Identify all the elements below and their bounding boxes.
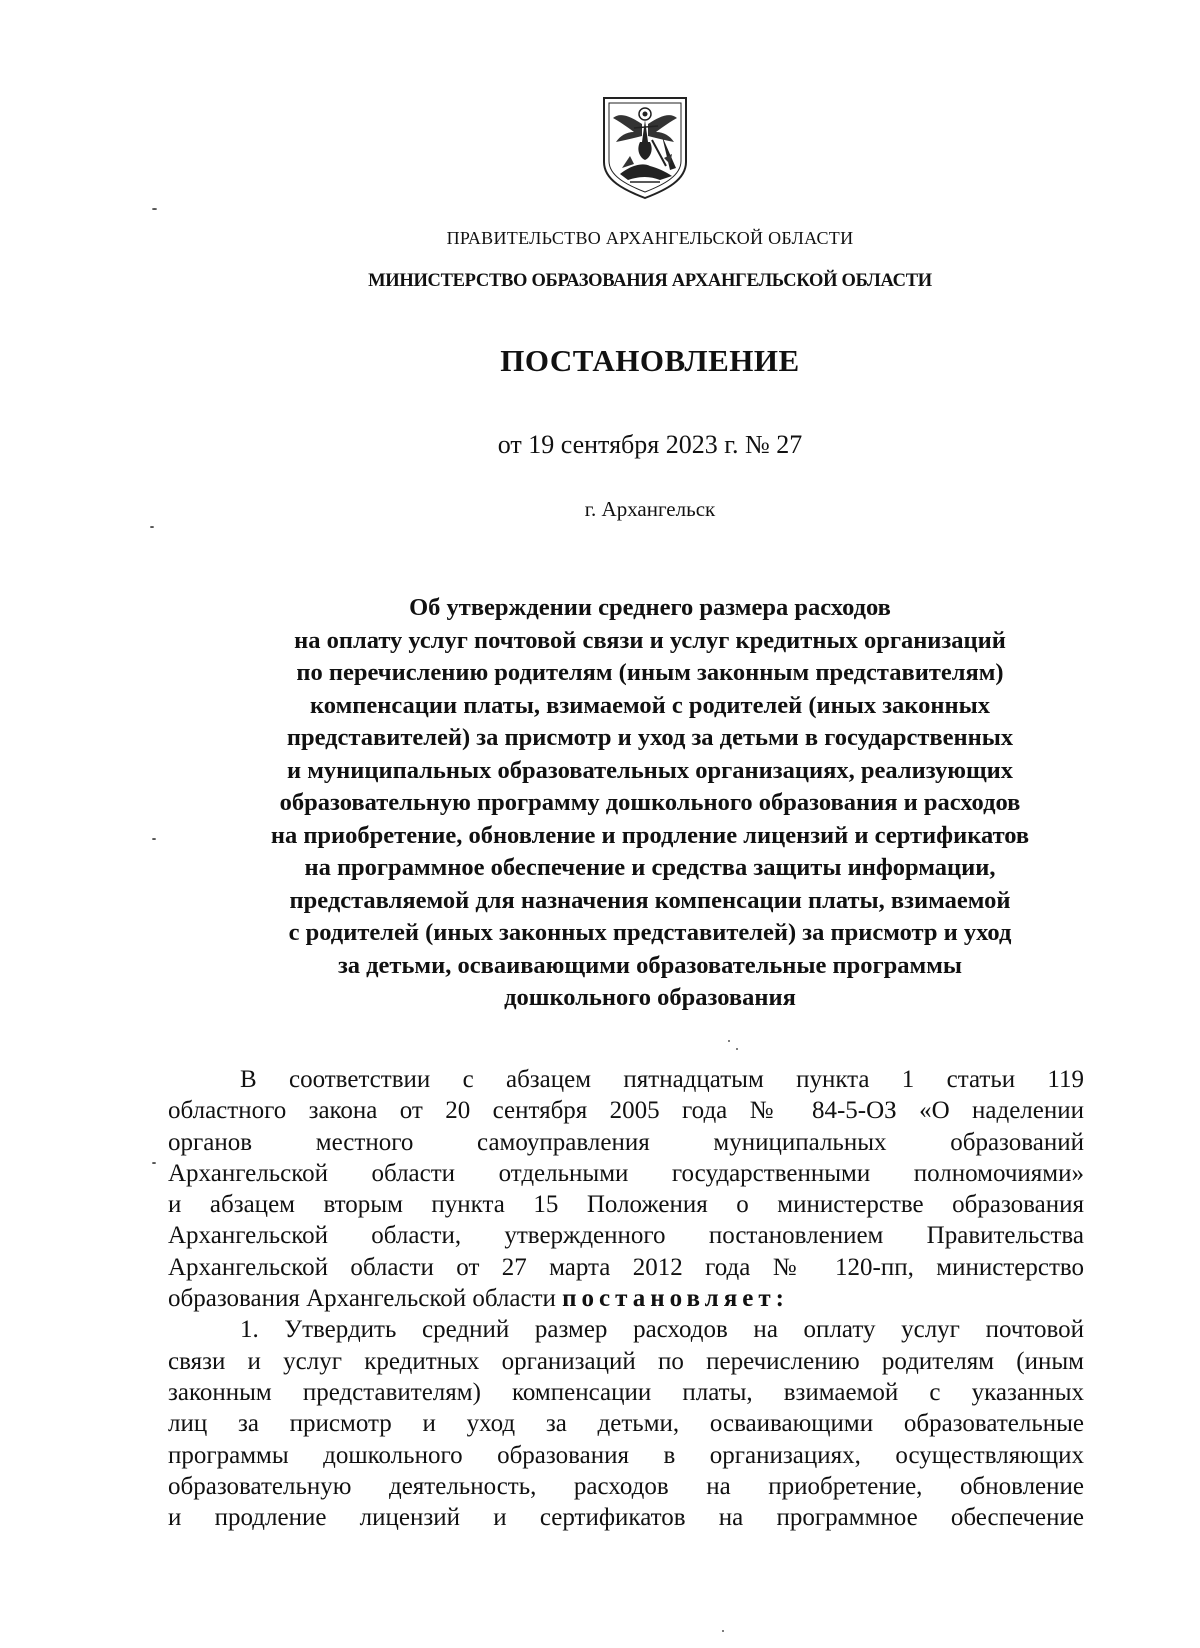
preamble-line: органов местного самоуправления муниципальных образований [168, 1128, 1084, 1156]
item1-line: лиц за присмотр и уход за детьми, осваивающими образовательные [168, 1410, 1084, 1438]
document-title [120, 592, 1130, 1015]
scan-speck [150, 526, 154, 528]
title-line: с родителей (иных законных представителей) за присмотр и уход [288, 919, 1012, 946]
scan-speck [152, 1162, 156, 1164]
government-name: ПРАВИТЕЛЬСТВО АРХАНГЕЛЬСКОЙ ОБЛАСТИ [446, 228, 854, 248]
title-line: на оплату услуг почтовой связи и услуг кредитных организаций [294, 626, 1006, 654]
preamble-line: В соответствии с абзацем пятнадцатым пункта 1 статьи 119 [240, 1066, 1084, 1093]
preamble-line: Архангельской области, утвержденного постановлением Правительства [168, 1222, 1084, 1250]
ministry-name: МИНИСТЕРСТВО ОБРАЗОВАНИЯ АРХАНГЕЛЬСКОЙ ОБЛАСТИ [368, 271, 932, 291]
title-line: представителей) за присмотр и уход за детьми в государственных [286, 724, 1014, 751]
title-line: за детьми, осваивающими образовательные программы [337, 951, 963, 979]
preamble-line: Архангельской области от 27 марта 2012 года № 120-пп, министерство [168, 1253, 1084, 1281]
title-line: на приобретение, обновление и продление лицензий и сертификатов [270, 821, 1030, 849]
preamble-line: Архангельской области отдельными государственными полномочиями» [168, 1159, 1084, 1187]
preamble-line: и абзацем вторым пункта 15 Положения о министерстве образования [168, 1191, 1084, 1219]
preamble-line: областного закона от 20 сентября 2005 года № 84-5-ОЗ «О наделении [168, 1097, 1084, 1125]
preamble-last-text: образования Архангельской области [168, 1285, 556, 1313]
scan-speck [152, 208, 157, 210]
title-line: Об утверждении среднего размера расходов [409, 594, 891, 621]
preamble-last-line [168, 1283, 1084, 1314]
item1-line: образовательную деятельность, расходов на приобретение, обновление [168, 1472, 1084, 1500]
document-body [168, 1064, 1084, 1533]
document-date-number: от 19 сентября 2023 г. № 27 [497, 430, 803, 459]
item1-line: программы дошкольного образования в организациях, осуществляющих [168, 1441, 1084, 1469]
decree-word: постановляет: [562, 1285, 789, 1313]
coat-of-arms-emblem [600, 96, 690, 200]
document-type-heading: ПОСТАНОВЛЕНИЕ [500, 343, 800, 378]
item1-line: законным представителям) компенсации платы, взимаемой с указанных [168, 1378, 1084, 1406]
title-line: образовательную программу дошкольного образования и расходов [279, 789, 1021, 816]
scan-speck [722, 1630, 724, 1632]
title-line: по перечислению родителям (иным законным представителям) [296, 659, 1004, 686]
title-line: дошкольного образования [504, 984, 796, 1011]
title-line: компенсации платы, взимаемой с родителей (иных законных [310, 691, 990, 719]
scan-speck [152, 838, 156, 840]
scan-speck [728, 1040, 730, 1042]
title-line: представляемой для назначения компенсации платы, взимаемой [289, 886, 1011, 914]
item1-line: 1. Утвердить средний размер расходов на оплату услуг почтовой [240, 1316, 1084, 1344]
title-line: на программное обеспечение и средства защиты информации, [304, 854, 996, 881]
item1-line: и продление лицензий и сертификатов на программное обеспечение [168, 1504, 1084, 1532]
scan-speck [736, 1048, 738, 1050]
title-line: и муниципальных образовательных организациях, реализующих [286, 756, 1014, 784]
item1-line: связи и услуг кредитных организаций по перечислению родителям (иным [168, 1347, 1084, 1375]
document-city: г. Архангельск [584, 497, 716, 521]
